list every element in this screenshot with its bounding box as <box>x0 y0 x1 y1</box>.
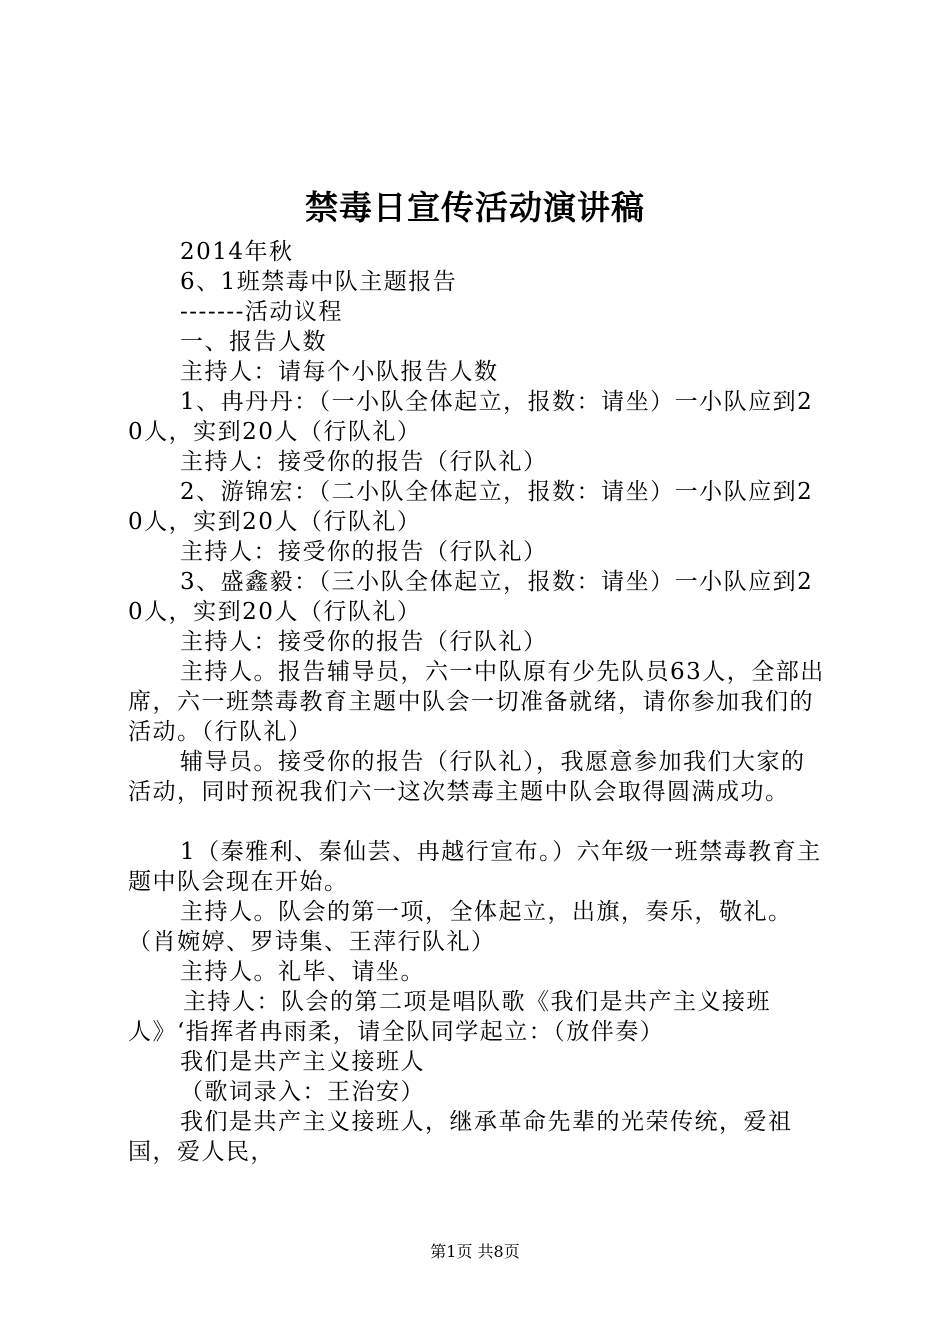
paragraph: 1（秦雅利、秦仙芸、冉越行宣布。）六年级一班禁毒教育主题中队会现在开始。 <box>128 839 822 895</box>
document-title: 禁毒日宣传活动演讲稿 <box>305 188 645 227</box>
page-footer: 第1页 共8页 <box>430 1242 520 1261</box>
paragraph-agenda: -------活动议程 <box>180 299 343 325</box>
paragraph: 主持人。报告辅导员，六一中队原有少先队员63人，全部出席，六一班禁毒教育主题中队会一切准备就绪，请你参加我们的活动。（行队礼） <box>128 659 825 745</box>
paragraph: 主持人。礼毕、请坐。 <box>180 959 425 985</box>
paragraph-report-title: 6、1班禁毒中队主题报告 <box>180 269 458 295</box>
lyrics-credit: （歌词录入：王治安） <box>180 1079 425 1105</box>
section-heading: 一、报告人数 <box>180 329 327 355</box>
paragraph: 主持人：接受你的报告（行队礼） <box>180 539 548 565</box>
paragraph: 3、盛鑫毅：（三小队全体起立，报数：请坐）一小队应到20人，实到20人（行队礼） <box>128 569 814 625</box>
paragraph: 主持人：请每个小队报告人数 <box>180 359 499 385</box>
paragraph-date: 2014年秋 <box>180 239 294 265</box>
song-title: 我们是共产主义接班人 <box>180 1049 425 1075</box>
paragraph: 主持人：接受你的报告（行队礼） <box>180 629 548 655</box>
paragraph: 1、冉丹丹：（一小队全体起立，报数：请坐）一小队应到20人，实到20人（行队礼） <box>128 389 814 445</box>
document-body <box>128 237 828 1167</box>
paragraph-gap <box>128 807 828 837</box>
paragraph: 主持人：队会的第二项是唱队歌《我们是共产主义接班人》‘指挥者冉雨柔，请全队同学起立：（放伴奏） <box>128 989 771 1045</box>
paragraph: 主持人。队会的第一项，全体起立，出旗，奏乐，敬礼。（肖婉婷、罗诗集、王萍行队礼） <box>128 899 793 955</box>
paragraph: 2、游锦宏：（二小队全体起立，报数：请坐）一小队应到20人，实到20人（行队礼） <box>128 479 814 535</box>
lyrics-line: 我们是共产主义接班人，继承革命先辈的光荣传统，爱祖国，爱人民， <box>128 1109 793 1165</box>
paragraph: 辅导员。接受你的报告（行队礼），我愿意参加我们大家的活动，同时预祝我们六一这次禁毒主题中队会取得圆满成功。 <box>128 749 806 805</box>
paragraph: 主持人：接受你的报告（行队礼） <box>180 449 548 475</box>
